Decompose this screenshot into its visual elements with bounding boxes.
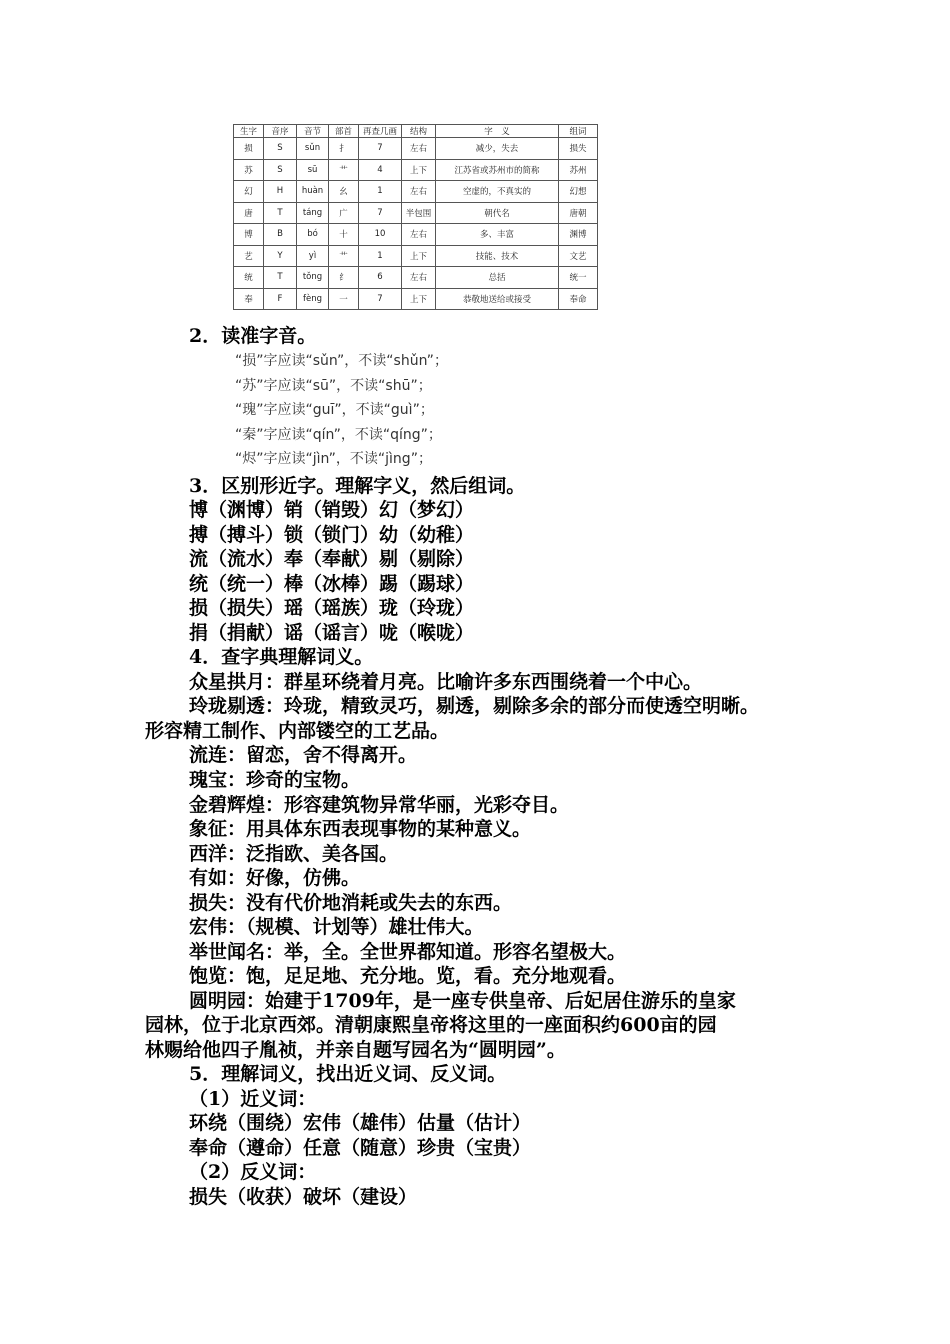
table-header-cell: 再查几画 xyxy=(359,125,402,138)
table-row xyxy=(234,202,598,224)
antonym-line: 损失（收获）破坏（建设） xyxy=(189,1186,418,1208)
table-cell: 上下 xyxy=(402,159,436,181)
table-cell: 1 xyxy=(359,245,402,267)
word-pair-line: 损（损失）瑶（瑶族）珑（玲珑） xyxy=(189,597,475,619)
table-cell: táng xyxy=(297,202,329,224)
table-cell: 幻想 xyxy=(559,181,598,203)
definition-line: 金碧辉煌：形容建筑物异常华丽，光彩夺目。 xyxy=(189,794,570,816)
table-cell: 技能、技术 xyxy=(436,245,559,267)
table-header-cell: 结构 xyxy=(402,125,436,138)
table-cell: T xyxy=(264,267,297,289)
definition-line: 形容精工制作、内部镂空的工艺品。 xyxy=(145,720,450,742)
table-cell: 奉 xyxy=(234,288,264,310)
table-cell: B xyxy=(264,224,297,246)
definition-line: 饱览：饱，足足地、充分地。览，看。充分地观看。 xyxy=(189,965,627,987)
table-header-cell: 字 义 xyxy=(436,125,559,138)
table-row xyxy=(234,138,598,160)
table-cell: 7 xyxy=(359,202,402,224)
table-cell: 4 xyxy=(359,159,402,181)
section-3-heading: 3．区别形近字。理解字义，然后组词。 xyxy=(189,475,526,497)
table-cell: 艺 xyxy=(234,245,264,267)
table-cell: 恭敬地送给或接受 xyxy=(436,288,559,310)
table-cell: 苏州 xyxy=(559,159,598,181)
table-cell: 总括 xyxy=(436,267,559,289)
table-cell: 广 xyxy=(329,202,359,224)
table-cell: H xyxy=(264,181,297,203)
pronunciation-line: “烬”字应读“jìn”，不读“jìng”； xyxy=(235,451,432,467)
table-cell: sū xyxy=(297,159,329,181)
table-cell: 10 xyxy=(359,224,402,246)
definition-line: 玲珑剔透：玲珑，精致灵巧，剔透，剔除多余的部分而使透空明晰。 xyxy=(189,695,760,717)
table-cell: 幺 xyxy=(329,181,359,203)
table-cell: 7 xyxy=(359,288,402,310)
table-cell: bó xyxy=(297,224,329,246)
table-row xyxy=(234,224,598,246)
table-cell: yì xyxy=(297,245,329,267)
table-row xyxy=(234,288,598,310)
character-table-grid xyxy=(233,124,598,310)
table-row xyxy=(234,181,598,203)
table-cell: 6 xyxy=(359,267,402,289)
definition-line: 宏伟：（规模、计划等）雄壮伟大。 xyxy=(189,916,484,938)
table-cell: tǒng xyxy=(297,267,329,289)
table-cell: 艹 xyxy=(329,159,359,181)
synonyms-subheading: （1）近义词： xyxy=(189,1088,317,1110)
table-cell: 唐 xyxy=(234,202,264,224)
synonym-line: 环绕（围绕）宏伟（雄伟）估量（估计） xyxy=(189,1112,532,1134)
table-cell: fèng xyxy=(297,288,329,310)
table-cell: 多、丰富 xyxy=(436,224,559,246)
table-cell: 一 xyxy=(329,288,359,310)
table-cell: 渊博 xyxy=(559,224,598,246)
pronunciation-line: “损”字应读“sǔn”，不读“shǔn”； xyxy=(235,353,448,369)
table-cell: 幻 xyxy=(234,181,264,203)
definition-line: 有如：好像，仿佛。 xyxy=(189,867,361,889)
definition-line: 损失：没有代价地消耗或失去的东西。 xyxy=(189,892,513,914)
table-cell: 损 xyxy=(234,138,264,160)
table-cell: 空虚的，不真实的 xyxy=(436,181,559,203)
table-cell: 减少，失去 xyxy=(436,138,559,160)
table-row xyxy=(234,245,598,267)
section-2-heading: 2．读准字音。 xyxy=(189,325,317,347)
antonyms-subheading: （2）反义词： xyxy=(189,1161,317,1183)
table-cell: 博 xyxy=(234,224,264,246)
table-row xyxy=(234,159,598,181)
character-table xyxy=(233,124,597,310)
table-cell: 唐朝 xyxy=(559,202,598,224)
section-5-heading: 5．理解词义，找出近义词、反义词。 xyxy=(189,1063,507,1085)
table-cell: 十 xyxy=(329,224,359,246)
definition-line: 圆明园：始建于1709年，是一座专供皇帝、后妃居住游乐的皇家 xyxy=(189,990,736,1012)
definition-line: 众星拱月：群星环绕着月亮。比喻许多东西围绕着一个中心。 xyxy=(189,671,703,693)
table-header-cell: 组词 xyxy=(559,125,598,138)
table-cell: 奉命 xyxy=(559,288,598,310)
word-pair-line: 搏（搏斗）锁（锁门）幼（幼稚） xyxy=(189,524,475,546)
table-cell: 纟 xyxy=(329,267,359,289)
pronunciation-line: “瑰”字应读“guī”，不读“guì”； xyxy=(235,402,434,418)
table-cell: 左右 xyxy=(402,181,436,203)
table-cell: 朝代名 xyxy=(436,202,559,224)
definition-line: 象征：用具体东西表现事物的某种意义。 xyxy=(189,818,532,840)
table-cell: 左右 xyxy=(402,224,436,246)
table-cell: 上下 xyxy=(402,288,436,310)
table-cell: 半包围 xyxy=(402,202,436,224)
table-row xyxy=(234,267,598,289)
pronunciation-line: “苏”字应读“sū”，不读“shū”； xyxy=(235,377,432,394)
table-cell: 左右 xyxy=(402,138,436,160)
table-cell: 苏 xyxy=(234,159,264,181)
definition-line: 林赐给他四子胤祯，并亲自题写园名为“圆明园”。 xyxy=(145,1039,566,1061)
table-cell: Y xyxy=(264,245,297,267)
section-4-heading: 4．查字典理解词义。 xyxy=(189,646,374,668)
word-pair-line: 博（渊博）销（销毁）幻（梦幻） xyxy=(189,499,475,521)
table-cell: 左右 xyxy=(402,267,436,289)
table-cell: huàn xyxy=(297,181,329,203)
definition-line: 西洋：泛指欧、美各国。 xyxy=(189,843,399,865)
table-cell: S xyxy=(264,138,297,160)
table-cell: 损失 xyxy=(559,138,598,160)
table-cell: 艹 xyxy=(329,245,359,267)
table-cell: 上下 xyxy=(402,245,436,267)
pronunciation-list xyxy=(235,349,505,472)
table-cell: F xyxy=(264,288,297,310)
definition-line: 瑰宝：珍奇的宝物。 xyxy=(189,769,361,791)
table-cell: sǔn xyxy=(297,138,329,160)
table-cell: 统一 xyxy=(559,267,598,289)
word-pair-line: 捐（捐献）谣（谣言）咙（喉咙） xyxy=(189,622,475,644)
definition-line: 举世闻名：举，全。全世界都知道。形容名望极大。 xyxy=(189,941,627,963)
table-cell: 扌 xyxy=(329,138,359,160)
definition-line: 流连：留恋，舍不得离开。 xyxy=(189,744,418,766)
table-header-cell: 生字 xyxy=(234,125,264,138)
table-header-cell: 部首 xyxy=(329,125,359,138)
word-pair-line: 流（流水）奉（奉献）剔（剔除） xyxy=(189,548,475,570)
table-cell: 1 xyxy=(359,181,402,203)
word-pair-line: 统（统一）棒（冰棒）踢（踢球） xyxy=(189,573,475,595)
pronunciation-line: “秦”字应读“qín”，不读“qíng”； xyxy=(235,426,442,443)
table-cell: T xyxy=(264,202,297,224)
table-header-cell: 音节 xyxy=(297,125,329,138)
table-cell: 7 xyxy=(359,138,402,160)
table-cell: S xyxy=(264,159,297,181)
table-cell: 统 xyxy=(234,267,264,289)
definition-line: 园林，位于北京西郊。清朝康熙皇帝将这里的一座面积约600亩的园 xyxy=(145,1014,717,1036)
table-cell: 江苏省或苏州市的简称 xyxy=(436,159,559,181)
synonym-line: 奉命（遵命）任意（随意）珍贵（宝贵） xyxy=(189,1137,532,1159)
table-header-cell: 音序 xyxy=(264,125,297,138)
table-cell: 文艺 xyxy=(559,245,598,267)
table-header-row xyxy=(234,125,598,138)
